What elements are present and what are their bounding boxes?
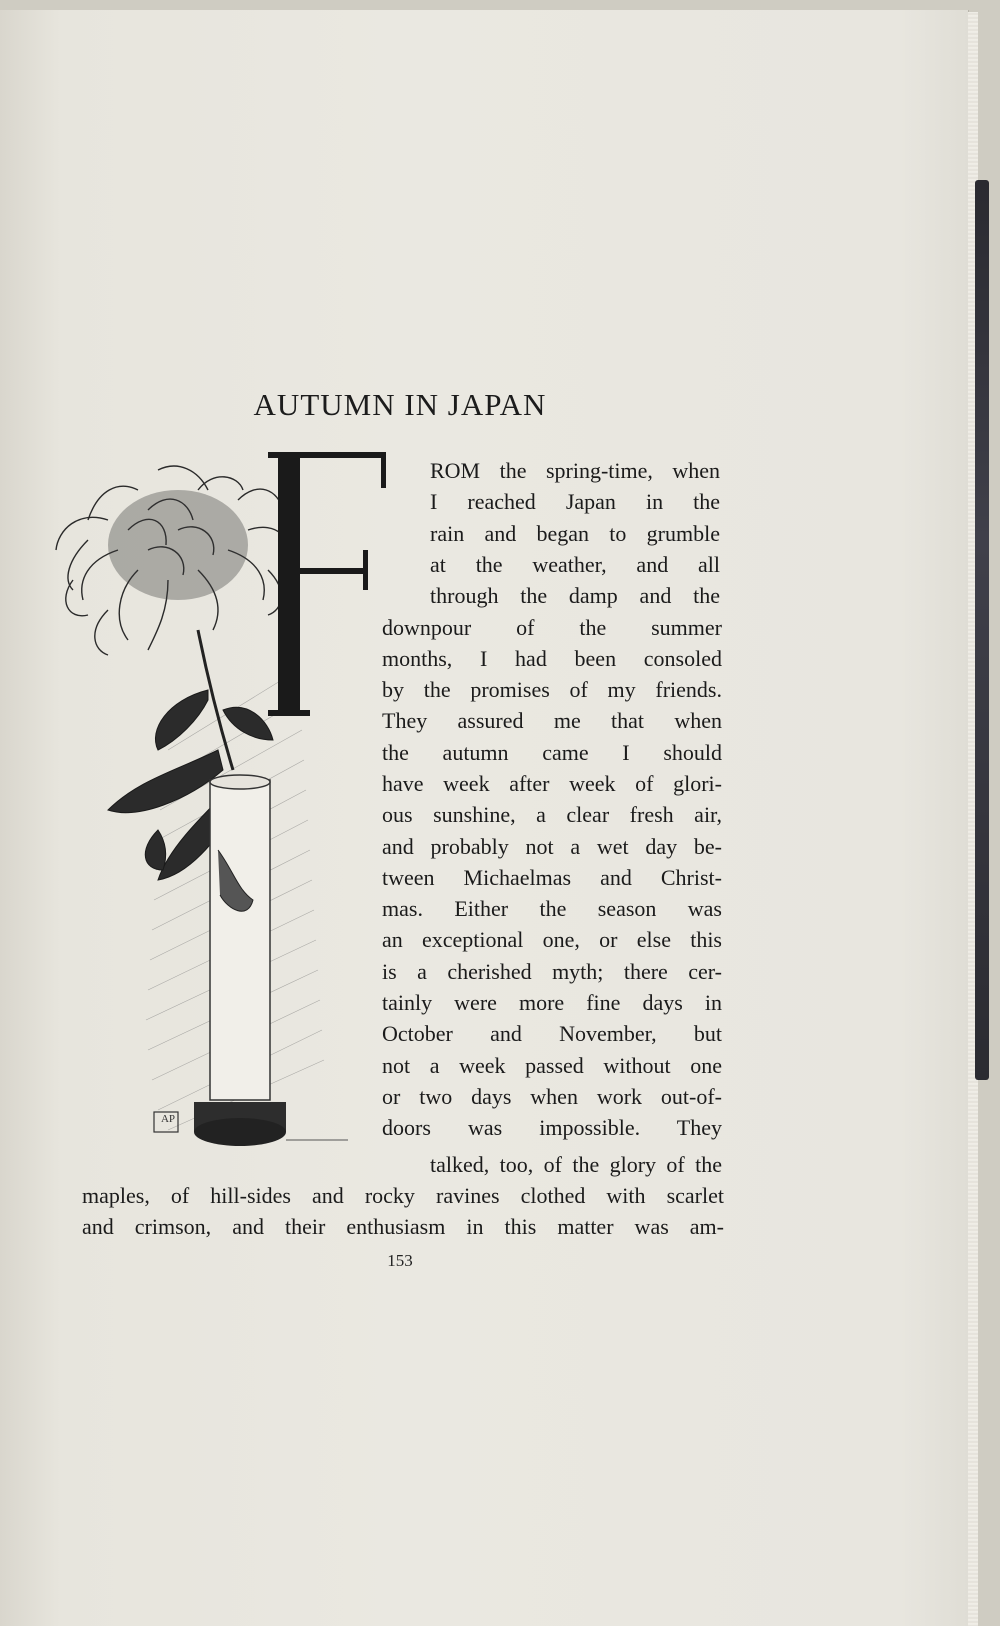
text-line: months, I had been consoled [382,645,722,671]
text-line: the autumn came I should [382,739,722,765]
text-line: not a week passed without one [382,1052,722,1078]
text-line: and probably not a wet day be- [382,833,722,859]
text-line: They assured me that when [382,708,722,734]
text-line: by the promises of my friends. [382,677,722,703]
text-line: mas. Either the season was [382,896,722,922]
full-width-text [82,1180,724,1243]
book-cover-edge [975,180,989,1080]
text-line: talked, too, of the glory of the [430,1152,722,1177]
text-line: maples, of hill-sides and rocky ravines clothed with scarlet [82,1183,724,1208]
text-line: doors was impossible. They [382,1115,722,1141]
text-line: October and November, but [382,1021,722,1047]
text-beside-cap [430,455,720,611]
text-line: and crimson, and their enthusiasm in this matter was am- [82,1214,724,1240]
text-line: or two days when work out-of- [382,1083,722,1109]
text-line: tween Michaelmas and Christ- [382,864,722,890]
text-line: ous sunshine, a clear fresh air, [382,802,722,828]
text-line: have week after week of glori- [382,770,722,796]
text-line: at the weather, and all [430,551,720,577]
text-line: downpour of the summer [382,614,722,640]
text-line: is a cherished myth; there cer- [382,958,722,984]
text-beside-illustration [382,612,722,1144]
text-line: ROM the spring-time, when [430,458,720,483]
page-number: 153 [387,1251,413,1270]
text-line: I reached Japan in the [430,489,720,515]
text-after-illustration [430,1149,722,1180]
text-line: rain and began to grumble [430,520,720,546]
monogram-label: AP [160,1113,176,1125]
chapter-title: AUTUMN IN JAPAN [253,387,547,422]
text-line: an exceptional one, or else this [382,927,722,953]
drop-cap-letter [268,440,388,730]
text-line: through the damp and the [430,583,720,609]
text-line: tainly were more fine days in [382,990,722,1016]
